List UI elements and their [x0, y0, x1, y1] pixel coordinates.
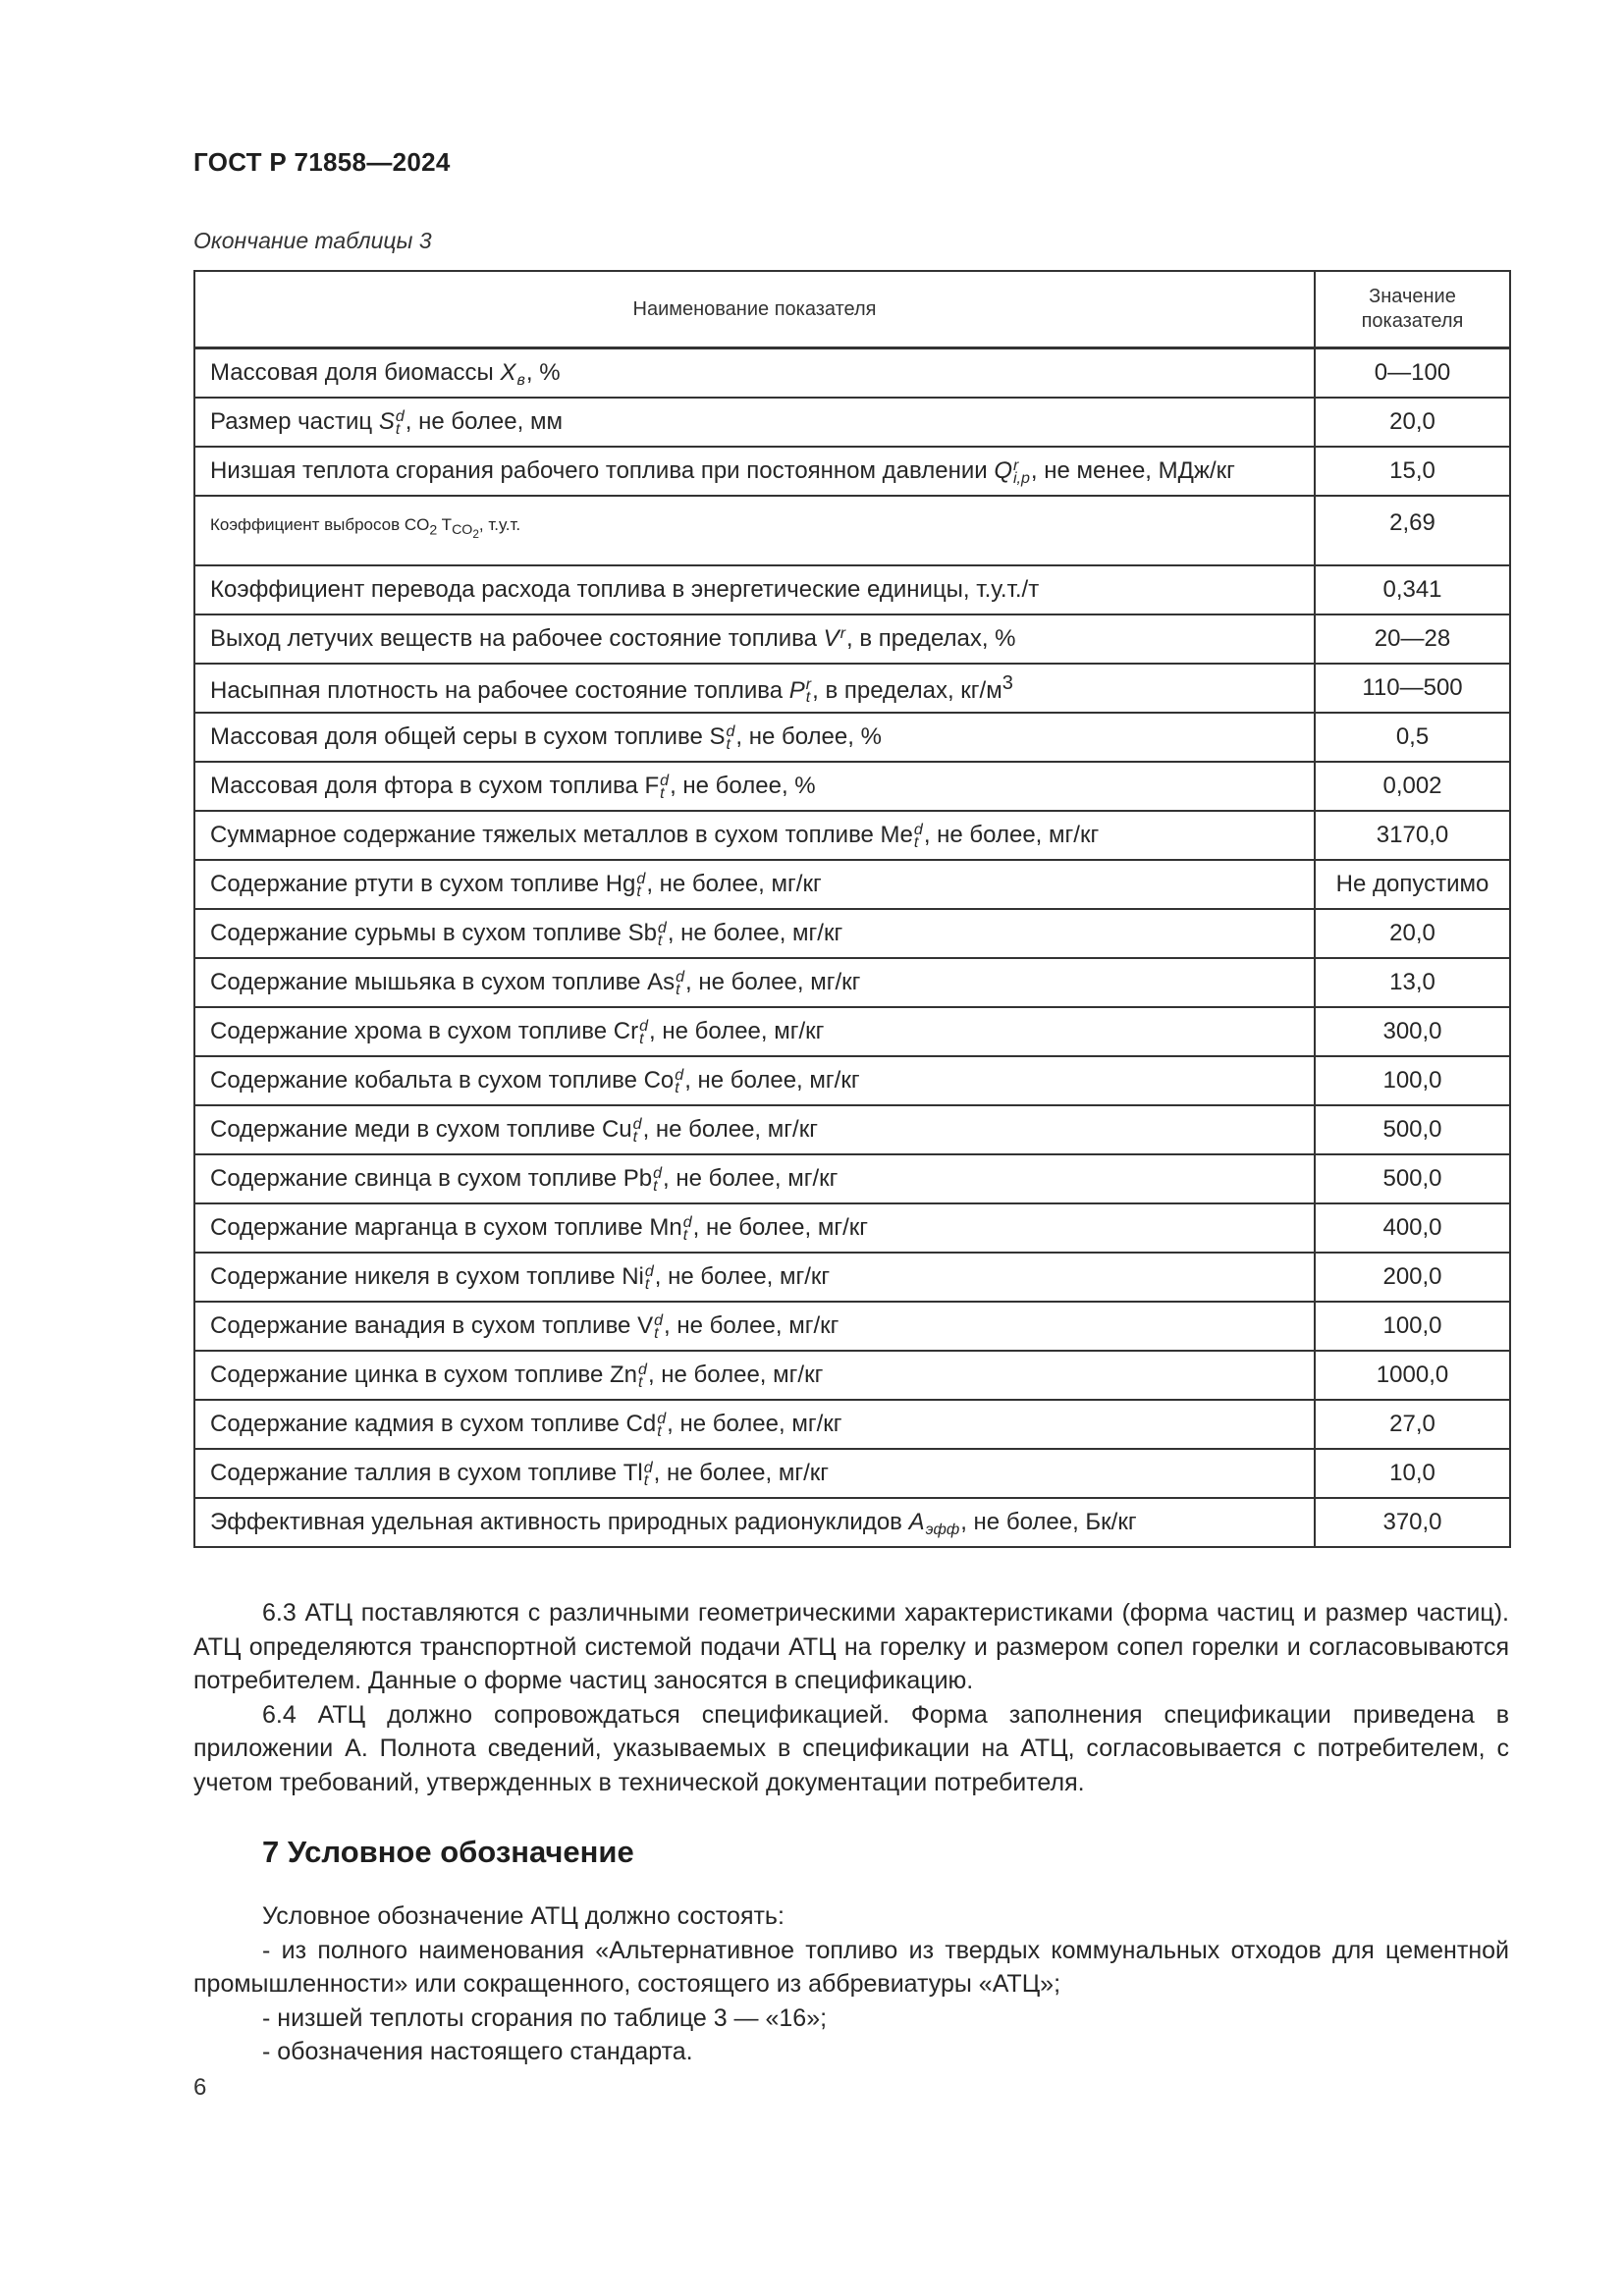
table-row	[194, 1400, 1510, 1449]
row-name-text: , не более, мг/кг	[646, 871, 822, 897]
table-row	[194, 860, 1510, 909]
row-name-text: Низшая теплота сгорания рабочего топлива при постоянном давлении	[210, 457, 995, 484]
row-name-text: Массовая доля биомассы	[210, 359, 501, 386]
row-indices: r t	[805, 676, 812, 707]
row-name	[194, 496, 1315, 565]
row-superscript: 3	[1001, 671, 1013, 694]
row-name-text: Содержание никеля в сухом топливе Ni	[210, 1263, 644, 1290]
row-name-text: Коэффициент выбросов CO	[210, 515, 430, 534]
table-row	[194, 1253, 1510, 1302]
section-7-item: - из полного наименования «Альтернативное топливо из твердых коммунальных отходов для цементной промышленности» или сокращенного, состоящего из аббревиатуры «АТЦ»;	[193, 1936, 1509, 1998]
row-name-text: Содержание таллия в сухом топливе Tl	[210, 1460, 643, 1486]
row-name-text: Содержание кобальта в сухом топливе Co	[210, 1067, 675, 1094]
row-value: Не допустимо	[1315, 860, 1510, 909]
row-indices: d t	[395, 407, 405, 438]
row-name	[194, 1498, 1315, 1547]
row-name-text: Содержание ванадия в сухом топливе V	[210, 1312, 654, 1339]
table-caption: Окончание таблицы 3	[193, 228, 432, 253]
row-name-text: , т.у.т.	[478, 515, 521, 534]
row-name-text: Содержание ртути в сухом топливе Hg	[210, 871, 636, 897]
row-subscript: CO2	[452, 522, 479, 542]
row-name	[194, 664, 1315, 713]
table-row	[194, 713, 1510, 762]
row-name	[194, 860, 1315, 909]
row-indices: d t	[653, 1164, 662, 1195]
row-name	[194, 713, 1315, 762]
row-name-text: Массовая доля фтора в сухом топлива F	[210, 773, 660, 799]
row-name-text: , не более, мм	[405, 408, 563, 435]
row-name	[194, 1449, 1315, 1498]
row-name-text: Массовая доля общей серы в сухом топливе S	[210, 723, 726, 750]
row-name-text: Содержание сурьмы в сухом топливе Sb	[210, 920, 657, 946]
section-7-body	[193, 1899, 1509, 2069]
row-name	[194, 909, 1315, 958]
row-name-text: , %	[525, 359, 561, 386]
row-indices: d t	[660, 772, 670, 802]
row-indices: d t	[644, 1262, 654, 1293]
row-name-text: , не более, мг/кг	[685, 969, 861, 995]
row-indices: r	[839, 624, 846, 642]
row-name-text: , не более, мг/кг	[649, 1018, 825, 1044]
clauses-6	[193, 1596, 1509, 1799]
row-name-text: Эффективная удельная активность природных радионуклидов	[210, 1509, 909, 1535]
table-body	[194, 348, 1510, 1548]
row-value: 0—100	[1315, 348, 1510, 399]
row-value: 370,0	[1315, 1498, 1510, 1547]
row-name	[194, 1154, 1315, 1203]
column-header-name: Наименование показателя	[194, 271, 1315, 348]
row-name	[194, 1056, 1315, 1105]
page-number: 6	[193, 2074, 207, 2101]
row-name-text: , в пределах, кг/м	[812, 676, 1002, 704]
row-symbol: A	[908, 1509, 925, 1535]
table-row	[194, 1302, 1510, 1351]
column-header-value-line2: показателя	[1361, 310, 1464, 332]
row-indices: d t	[682, 1213, 692, 1244]
row-value: 200,0	[1315, 1253, 1510, 1302]
table-row	[194, 1498, 1510, 1547]
row-value: 0,341	[1315, 565, 1510, 614]
table-row	[194, 1007, 1510, 1056]
row-value: 1000,0	[1315, 1351, 1510, 1400]
row-indices: d t	[726, 722, 735, 753]
row-name-text: , не более, %	[735, 723, 882, 750]
row-indices: d t	[657, 1410, 667, 1440]
clause-6-3: 6.3 АТЦ поставляются с различными геометрическими характеристиками (форма частиц и размер частиц). АТЦ определяются транспортной системой подачи АТЦ на горелку и размером сопел горелки и согласовываются потребителем. Данные о форме частиц заносятся в спецификацию.	[193, 1599, 1509, 1694]
table-row	[194, 664, 1510, 713]
table-header-row	[194, 271, 1510, 348]
row-name	[194, 1253, 1315, 1302]
column-header-value-line1: Значение	[1369, 286, 1456, 307]
row-indices: d t	[675, 1066, 684, 1096]
table-row	[194, 958, 1510, 1007]
row-value: 27,0	[1315, 1400, 1510, 1449]
row-value: 500,0	[1315, 1154, 1510, 1203]
row-value: 20—28	[1315, 614, 1510, 664]
row-indices: d t	[638, 1361, 647, 1391]
row-name	[194, 565, 1315, 614]
row-name	[194, 1105, 1315, 1154]
clause-6-4: 6.4 АТЦ должно сопровождаться спецификацией. Форма заполнения спецификации приведена в приложении А. Полнота сведений, указываемых в спецификации на АТЦ, согласовывается с потребителем, с учетом требований, утвержденных в технической документации потребителя.	[193, 1700, 1509, 1796]
row-name	[194, 1351, 1315, 1400]
row-indices: d t	[636, 870, 646, 900]
row-name-text: , не более, мг/кг	[667, 920, 843, 946]
row-name	[194, 811, 1315, 860]
row-value: 400,0	[1315, 1203, 1510, 1253]
row-name-text: Содержание хрома в сухом топливе Cr	[210, 1018, 639, 1044]
table-row	[194, 398, 1510, 447]
indicators-table	[193, 270, 1511, 1548]
row-name-text: , не более, мг/кг	[642, 1116, 818, 1143]
row-value: 100,0	[1315, 1056, 1510, 1105]
row-value: 0,002	[1315, 762, 1510, 811]
table-row	[194, 348, 1510, 399]
document-header: ГОСТ Р 71858—2024	[193, 147, 451, 177]
row-name-text: , не более, %	[670, 773, 816, 799]
row-indices: d t	[654, 1311, 663, 1342]
row-name-text: Содержание мышьяка в сухом топливе As	[210, 969, 676, 995]
row-name	[194, 398, 1315, 447]
row-name-text: Содержание свинца в сухом топливе Pb	[210, 1165, 653, 1192]
row-symbol: Q	[994, 457, 1012, 484]
table-row	[194, 565, 1510, 614]
row-name-text: Суммарное содержание тяжелых металлов в сухом топливе Me	[210, 822, 913, 848]
table-row	[194, 1154, 1510, 1203]
row-name-text: , не более, мг/кг	[663, 1312, 839, 1339]
row-name-text: , не более, мг/кг	[667, 1411, 842, 1437]
row-name-text: , не более, мг/кг	[663, 1165, 839, 1192]
row-name-text: Выход летучих веществ на рабочее состояние топлива	[210, 625, 824, 652]
row-name-text: , не менее, МДж/кг	[1030, 457, 1235, 484]
row-indices: d t	[643, 1459, 653, 1489]
row-indices: d t	[676, 968, 685, 998]
row-name-text: Насыпная плотность на рабочее состояние топлива	[210, 676, 789, 704]
row-value: 20,0	[1315, 909, 1510, 958]
row-value: 300,0	[1315, 1007, 1510, 1056]
row-indices: d t	[913, 821, 923, 851]
row-name-text: , не более, мг/кг	[654, 1263, 831, 1290]
table-row	[194, 1351, 1510, 1400]
row-name-text: , не более, мг/кг	[653, 1460, 830, 1486]
table-row	[194, 1449, 1510, 1498]
row-name	[194, 1007, 1315, 1056]
table-row	[194, 909, 1510, 958]
row-indices: d t	[632, 1115, 642, 1146]
section-7-title: 7 Условное обозначение	[262, 1835, 634, 1869]
row-name	[194, 614, 1315, 664]
row-symbol: P	[788, 676, 805, 704]
row-symbol: V	[823, 625, 839, 652]
table-row	[194, 811, 1510, 860]
section-7-item: - обозначения настоящего стандарта.	[262, 2038, 693, 2065]
row-subscript: 2	[429, 522, 438, 539]
row-name-text: Содержание цинка в сухом топливе Zn	[210, 1362, 638, 1388]
row-name-text: Содержание марганца в сухом топливе Mn	[210, 1214, 682, 1241]
row-name-text: Размер частиц	[210, 408, 379, 435]
row-value: 500,0	[1315, 1105, 1510, 1154]
row-value: 15,0	[1315, 447, 1510, 496]
column-header-value	[1315, 271, 1510, 348]
table-row	[194, 762, 1510, 811]
table-row	[194, 1056, 1510, 1105]
table-row	[194, 614, 1510, 664]
row-name	[194, 958, 1315, 1007]
row-indices: d t	[639, 1017, 649, 1047]
row-name	[194, 1400, 1315, 1449]
table-row	[194, 496, 1510, 565]
row-value: 10,0	[1315, 1449, 1510, 1498]
row-symbol: X	[500, 359, 516, 386]
row-name	[194, 348, 1315, 399]
row-name-text: , не более, мг/кг	[647, 1362, 824, 1388]
row-name-text: T	[437, 515, 453, 534]
row-indices: d t	[657, 919, 667, 949]
row-value: 2,69	[1315, 496, 1510, 565]
row-name-text: , не более, мг/кг	[923, 822, 1100, 848]
row-name	[194, 762, 1315, 811]
row-name	[194, 447, 1315, 496]
section-7-intro: Условное обозначение АТЦ должно состоять:	[262, 1902, 785, 1930]
row-value: 110—500	[1315, 664, 1510, 713]
row-name-text: , не более, Бк/кг	[960, 1509, 1137, 1535]
row-value: 13,0	[1315, 958, 1510, 1007]
row-name-text: , в пределах, %	[846, 625, 1016, 652]
row-value: 3170,0	[1315, 811, 1510, 860]
row-indices: в	[516, 371, 525, 389]
table-row	[194, 1105, 1510, 1154]
row-name-text: Содержание кадмия в сухом топливе Cd	[210, 1411, 657, 1437]
row-name-text: Содержание меди в сухом топливе Cu	[210, 1116, 632, 1143]
row-name-text: , не более, мг/кг	[692, 1214, 868, 1241]
row-name	[194, 1302, 1315, 1351]
row-indices: эфф	[925, 1521, 960, 1538]
row-name	[194, 1203, 1315, 1253]
row-symbol: S	[378, 408, 395, 435]
row-value: 100,0	[1315, 1302, 1510, 1351]
row-value: 20,0	[1315, 398, 1510, 447]
row-name-text: , не более, мг/кг	[684, 1067, 860, 1094]
table-row	[194, 447, 1510, 496]
row-value: 0,5	[1315, 713, 1510, 762]
table-row	[194, 1203, 1510, 1253]
row-indices: r i,p	[1013, 456, 1030, 487]
row-name-text: Коэффициент перевода расхода топлива в энергетические единицы, т.у.т./т	[210, 576, 1040, 603]
section-7-item: - низшей теплоты сгорания по таблице 3 — «16»;	[262, 2003, 828, 2032]
